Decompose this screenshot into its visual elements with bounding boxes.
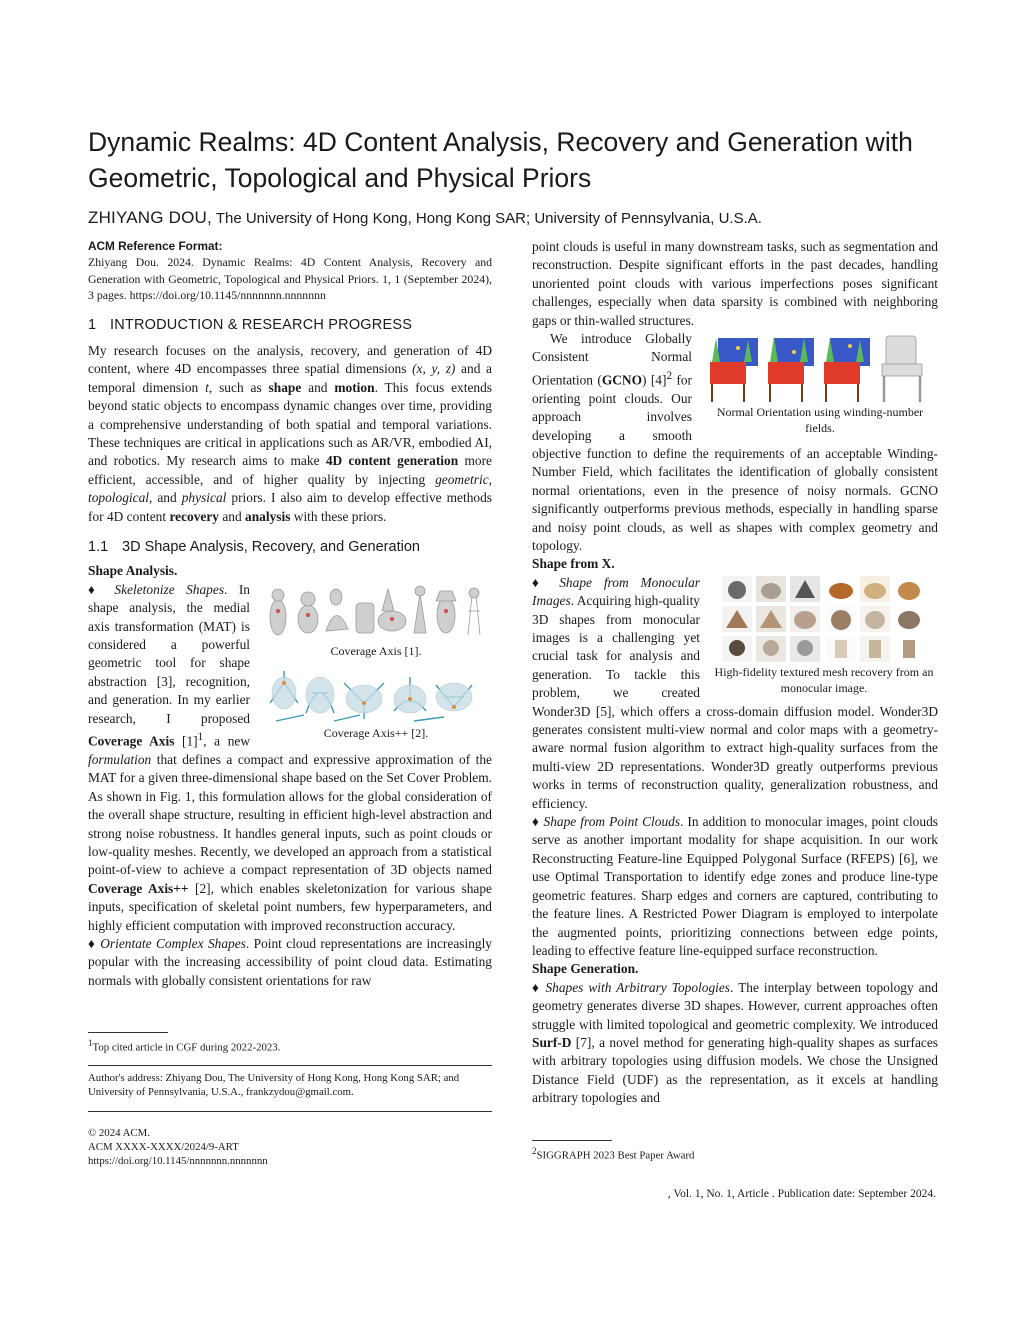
intro-and-3: and — [219, 508, 246, 524]
normal-orientation-image — [704, 332, 936, 404]
coverage-axis-name: Coverage Axis — [88, 733, 175, 749]
address-rule — [88, 1065, 492, 1066]
coverage-axis-text-2: that defines a compact and expressive approximation of the MAT for a given three-dimensional shape based on the Set Cover Problem. As shown in Fig. 1, this formulation allows for the global consideration of the overall shape structure, resulting in efficient high-level abstraction and strong noise robustness. It handles general inputs, such as point clouds or low-quality meshes. Recently, we developed an approach from a statistical point-of-view to achieve a compact representation of 3D objects named — [88, 751, 492, 878]
intro-and-1: and — [301, 379, 335, 395]
gcno-text-a: We introduce Globally Consistent Normal Orientation ( — [532, 331, 692, 388]
arbitrary-topologies-text: . The interplay between topology and geometry generates diverse 3D shapes. However, current approaches often struggle with limited topological and geometric complexity. We introduced — [532, 979, 938, 1032]
coverage-axis-caption: Coverage Axis [1]. — [330, 643, 422, 658]
normal-orientation-caption: Normal Orientation using winding-number fields. — [716, 405, 924, 436]
intro-comma: , — [488, 471, 492, 487]
gcno-name: GCNO — [601, 372, 642, 388]
coverage-axis-figure — [260, 581, 492, 741]
footnote-1 — [88, 1036, 492, 1055]
monocular-image-grid — [722, 576, 926, 662]
bullet-icon: ♦ — [532, 574, 548, 590]
intro-xyz: (x, y, z) — [412, 361, 456, 377]
bullet-icon: ♦ — [532, 814, 540, 830]
monocular-caption: High-fidelity textured mesh recovery from an monocular image. — [714, 664, 934, 695]
page-footer: , Vol. 1, No. 1, Article . Publication date: September 2024. — [667, 1188, 936, 1200]
paper-title: Dynamic Realms: 4D Content Analysis, Recovery and Generation with Geometric, Topological and Physical Priors — [88, 127, 913, 193]
intro-analysis: analysis — [245, 508, 291, 524]
footnote-1-number: 1 — [88, 1038, 93, 1048]
intro-text-f: priors. I also aim to develop effective methods for 4D content — [88, 490, 492, 524]
acm-ref-heading: ACM Reference Format: — [88, 239, 223, 253]
intro-shape: shape — [268, 379, 302, 395]
intro-and-2: , and — [149, 490, 182, 506]
intro-t: t — [205, 379, 209, 395]
intro-recovery: recovery — [169, 508, 219, 524]
intro-text-b: and a temporal dimension — [88, 361, 492, 395]
author-affiliation: The University of Hong Kong, Hong Kong SAR; University of Pennsylvania, U.S.A. — [211, 210, 762, 227]
footnote-rule — [88, 1032, 168, 1033]
point-clouds-paragraph — [532, 813, 938, 960]
intro-text-g: with these priors. — [290, 508, 387, 524]
monocular-text: . Acquiring high-quality 3D shapes from monocular images is a challenging yet crucial task for analysis and generation. To tackle this problem, we created Wonder3D [5], which offers a cross-domain diffusion model. Wonder3D generates consistent multi-view normal and color maps with a geometry-aware normal fusion algorithm to extract high-quality surfaces from the multi-view 2D representations. Wonder3D greatly outperforms previous works in terms of reconstruction quality, generalization robustness, and efficiency. — [532, 593, 938, 811]
section-1-title: INTRODUCTION & RESEARCH PROGRESS — [110, 316, 413, 333]
author-address: Author's address: Zhiyang Dou, The University of Hong Kong, Hong Kong SAR; and University of Pennsylvania, U.S.A., frankzydou@gmail.com. — [88, 1071, 460, 1098]
section-1-1-number: 1.1 — [88, 538, 109, 555]
coverage-axis-pp-image — [264, 663, 488, 725]
right-footnotes — [532, 1140, 938, 1163]
footnote-2 — [532, 1144, 938, 1163]
formulation-word: formulation — [88, 751, 152, 767]
footnote-rule-2 — [532, 1140, 612, 1141]
footnote-2-number: 2 — [532, 1146, 537, 1156]
author-name: ZHIYANG DOU, — [88, 208, 212, 227]
acm-number: ACM XXXX-XXXX/2024/9-ART — [88, 1140, 239, 1153]
footnote-1-text: Top cited article in CGF during 2022-2023. — [92, 1041, 281, 1054]
bullet-icon: ♦ — [88, 581, 103, 597]
right-column — [532, 238, 938, 1108]
author-line — [88, 207, 948, 230]
intro-text-c: , such as — [208, 379, 269, 395]
point-clouds-label: Shape from Point Clouds — [543, 814, 681, 830]
coverage-axis-text-3: [2], which enables skeletonization for various shape inputs, specification of skeletal point numbers, few hyperparameters, and highly efficient computation with improved reconstruction accuracy. — [88, 880, 493, 933]
point-cloud-paragraph: point clouds is useful in many downstream tasks, such as segmentation and reconstruction. Despite significant efforts in the past decades, handling unoriented point clouds with various imperfections poses significant challenges, especially when data sparsity is combined with neighboring gaps or thin-walled structures. — [532, 239, 938, 328]
intro-motion: motion — [334, 379, 375, 395]
footnote-mark-1: 1 — [197, 731, 204, 744]
bullet-icon: ♦ — [88, 935, 96, 951]
left-footnotes — [88, 1032, 492, 1168]
shape-analysis-heading: Shape Analysis. — [88, 563, 178, 579]
intro-geometric: geometric — [435, 471, 489, 487]
arbitrary-topologies-label: Shapes with Arbitrary Topologies — [545, 979, 731, 995]
gcno-text-c: for orienting point clouds. Our approach involves developing a smooth objective function to define the requirements of an acceptable Winding-Number Field, which facilitates the identification of globally consistent normal orientations, even in the presence of noisy normals. GCNO significantly outperforms previous methods, especially in handling sparse and noisy point clouds, as well as shapes with complex geometry and topology. — [532, 372, 938, 553]
intro-text-a: My research focuses on the analysis, recovery, and generation of 4D content, where 4D encompasses three spatial dimensions — [88, 342, 492, 377]
doi-link[interactable]: https://doi.org/10.1145/nnnnnnn.nnnnnnn — [88, 1154, 268, 1167]
shape-from-x-heading: Shape from X. — [532, 556, 615, 572]
coverage-axis-cite: [1] — [174, 733, 198, 749]
intro-text-d: . This focus extends beyond static objects to encompass dynamic changes over time, providing a comprehensive understanding of both spatial and temporal variations. These techniques are critical in applications such as AR/VR, embodied AI, and robotics. My research aims to make — [88, 379, 492, 469]
gcno-text-b: ) [4] — [642, 372, 667, 388]
shape-generation-heading: Shape Generation. — [532, 961, 639, 977]
coverage-axis-image — [264, 581, 488, 643]
point-clouds-text: . In addition to monocular images, point clouds serve as another important modality for shape acquisition. In our work Reconstructing Feature-line Equipped Polygonal Surface (RFEPS) [6], we use Optimal Transportation to identify edge zones and produce line-type geometric features. Sharp edges and corners are captured, contributing to the feature lines. A Restricted Power Diagram is employed to interpolate the augmented points, prioritizing connections between edge points, leading to effective feature line-equipped surface reconstruction. — [532, 814, 938, 958]
section-1-1-heading — [88, 538, 492, 556]
skeletonize-label: Skeletonize Shapes — [114, 581, 225, 597]
coverage-axis-text: , a new — [203, 733, 251, 749]
section-1-number: 1 — [88, 316, 97, 333]
intro-physical: physical — [181, 490, 227, 506]
arbitrary-topologies-text-2: [7], a novel method for generating high-quality shapes as surfaces with arbitrary topologies using diffusion models. We chose the Unsigned Distance Field (UDF) as the representation, as it excels at handling arbitrary topologies and — [532, 1034, 938, 1106]
monocular-label: Shape from Monocular Images — [532, 574, 700, 609]
coverage-axis-pp-caption: Coverage Axis++ [2]. — [323, 725, 429, 740]
intro-text-e: more efficient, accessible, and of higher quality by injecting — [88, 453, 492, 487]
copyright: © 2024 ACM. — [88, 1126, 150, 1139]
footnote-mark-2: 2 — [666, 369, 673, 382]
intro-4d-generation: 4D content generation — [325, 453, 459, 469]
orientate-text: . Point cloud representations are increasingly popular with the increasing accessibility of point cloud data. Estimating normals with globally consistent orientations for raw — [88, 935, 492, 988]
intro-paragraph — [88, 342, 492, 526]
copyright-rule — [88, 1111, 492, 1112]
section-1-1-title: 3D Shape Analysis, Recovery, and Generation — [122, 538, 420, 555]
footnote-2-text: SIGGRAPH 2023 Best Paper Award — [536, 1149, 695, 1162]
skeletonize-text: . In shape analysis, the medial axis transformation (MAT) is considered a powerful geometric tool for shape abstraction [3], recognition, and generation. In my earlier research, I proposed — [88, 581, 250, 726]
acm-ref-body: Zhiyang Dou. 2024. Dynamic Realms: 4D Content Analysis, Recovery and Generation with Geometric, Topological and Physical Priors. 1, 1 (September 2024), 3 pages. https://doi.org/10.1145/nnnnnnn.nnnnnnn — [88, 255, 492, 302]
surf-d-name: Surf-D — [532, 1034, 572, 1050]
bullet-icon: ♦ — [532, 979, 541, 995]
orientate-paragraph — [88, 935, 492, 990]
section-1-heading — [88, 316, 492, 334]
orientate-label: Orientate Complex Shapes — [100, 935, 246, 951]
left-column — [88, 238, 492, 990]
monocular-figure — [710, 576, 938, 696]
intro-topological: topological — [88, 490, 149, 506]
normal-orientation-figure — [702, 332, 938, 436]
coverage-axis-pp-name: Coverage Axis++ — [88, 880, 189, 896]
arbitrary-topologies-paragraph — [532, 979, 938, 1108]
